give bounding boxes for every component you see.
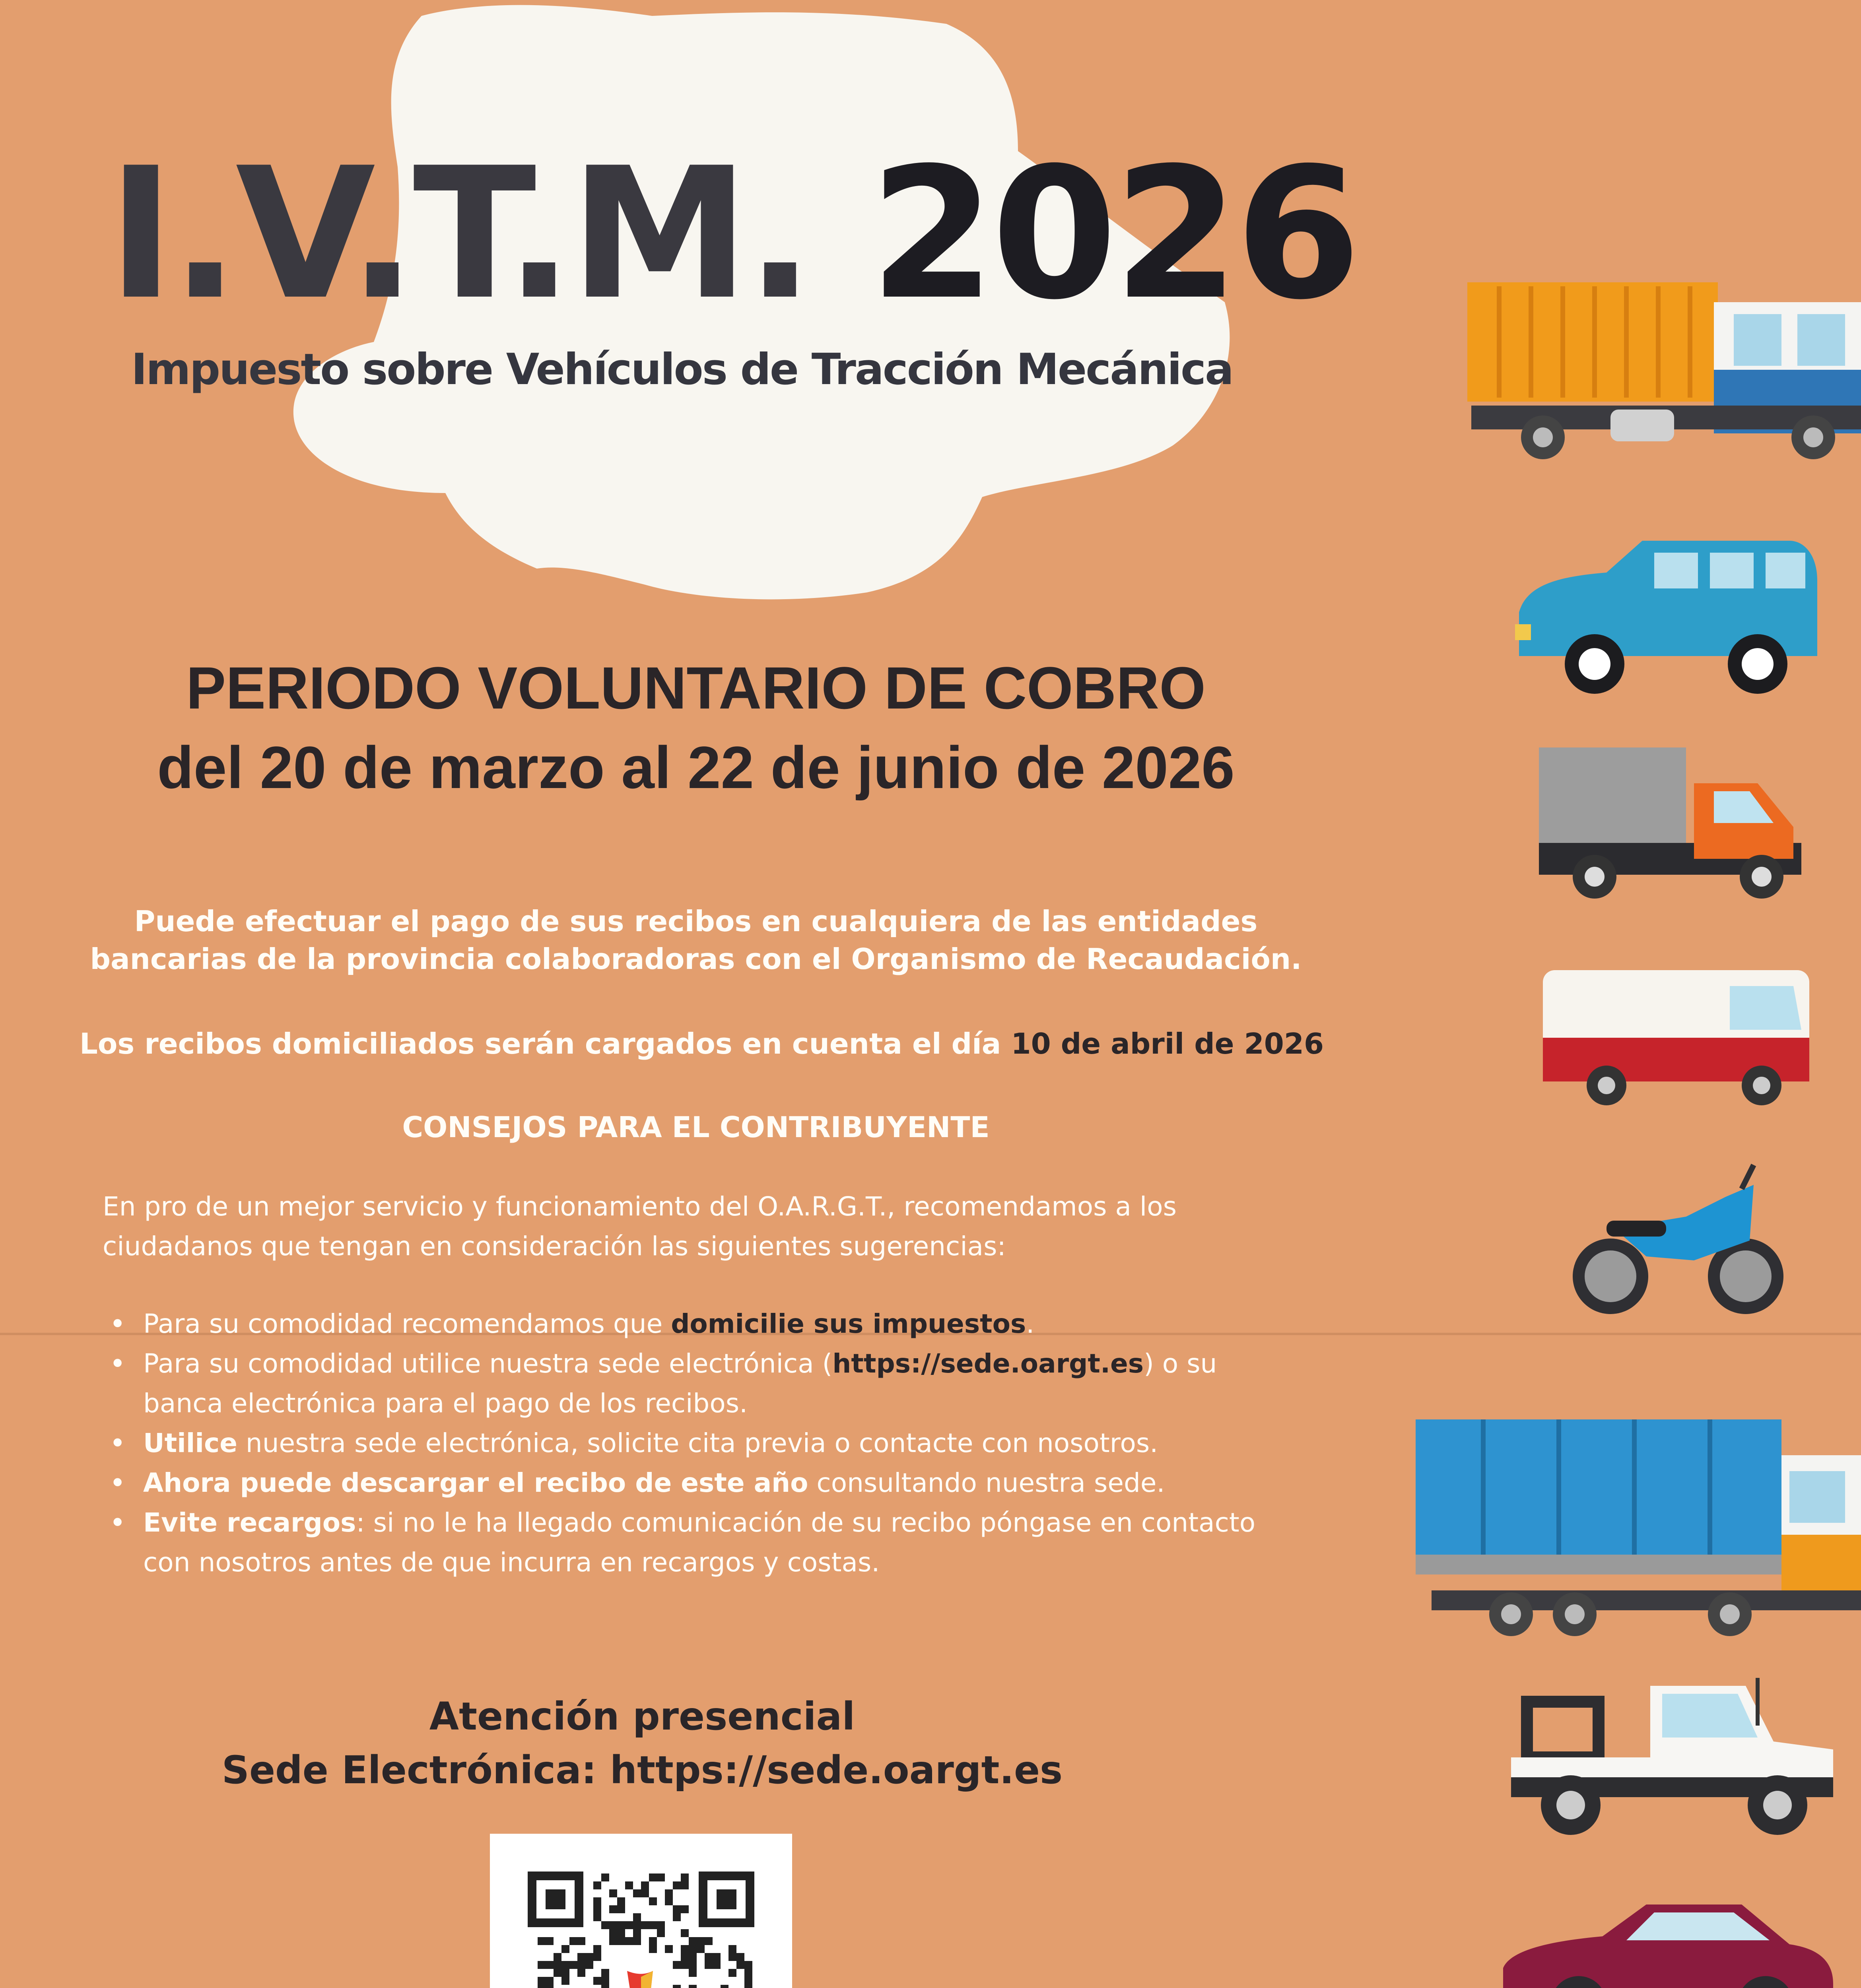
page-title <box>107 129 1357 340</box>
list-item: • Ahora puede descargar el recibo de este año consultando nuestra sede. <box>109 1463 1282 1503</box>
tip-emphasis: Utilice <box>143 1428 237 1458</box>
qr-code[interactable] <box>490 1834 792 1988</box>
tip-emphasis: Ahora puede descargar el recibo de este año <box>143 1468 808 1498</box>
list-item: • Para su comodidad recomendamos que domicilie sus impuestos. <box>109 1304 1282 1344</box>
period-heading: PERIODO VOLUNTARIO DE COBRO <box>186 654 1206 721</box>
qr-code-icon <box>490 1834 792 1988</box>
direct-debit-date: 10 de abril de 2026 <box>1011 1027 1324 1060</box>
in-person-title: Atención presencial <box>429 1694 855 1739</box>
in-person-attention <box>119 1690 1165 1797</box>
box-truck-icon <box>1535 740 1813 911</box>
direct-debit-note <box>80 1022 1324 1066</box>
sedan-car-icon <box>1495 1897 1837 1988</box>
title-year: 2026 <box>869 129 1357 340</box>
website-url[interactable]: Sede Electrónica: https://sede.oargt.es <box>221 1748 1063 1792</box>
page-subtitle: Impuesto sobre Vehículos de Tracción Mecánica <box>131 345 1233 394</box>
list-item: • Para su comodidad utilice nuestra sede electrónica (https://sede.oargt.es) o su banca electrónica para el pago de los recibos. <box>109 1344 1282 1423</box>
payment-info-line: Puede efectuar el pago de sus recibos en cualquiera de las entidades <box>134 905 1258 938</box>
title-acronym: I.V.T.M. <box>107 129 811 340</box>
list-item: • Evite recargos: si no le ha llegado comunicación de su recibo póngase en contacto con nosotros antes de que incurra en recargos y costas. <box>109 1503 1282 1582</box>
motorcycle-icon <box>1567 1161 1789 1320</box>
list-item: • Utilice nuestra sede electrónica, solicite cita previa o contacte con nosotros. <box>109 1423 1282 1463</box>
covered-truck-icon <box>1412 1415 1861 1646</box>
tips-intro: En pro de un mejor servicio y funcionamiento del O.A.R.G.T., recomendamos a los ciudadanos que tengan en consideración las siguientes sugerencias: <box>103 1191 1177 1262</box>
dump-truck-icon <box>1455 270 1861 469</box>
website-link[interactable]: https://sede.oargt.es <box>832 1348 1144 1379</box>
payment-info-line: bancarias de la provincia colaboradoras con el Organismo de Recaudación. <box>90 942 1302 976</box>
pickup-jeep-icon <box>1503 1678 1861 1853</box>
van-icon <box>1539 962 1817 1113</box>
tip-emphasis: Evite recargos <box>143 1507 356 1538</box>
minivan-icon <box>1511 533 1821 708</box>
period-dates: del 20 de marzo al 22 de junio de 2026 <box>157 734 1235 801</box>
direct-debit-text: Los recibos domiciliados serán cargados en cuenta el día <box>80 1027 1011 1060</box>
payment-info <box>80 903 1312 978</box>
tip-emphasis: domicilie sus impuestos <box>671 1309 1026 1339</box>
tips-title: CONSEJOS PARA EL CONTRIBUYENTE <box>402 1110 990 1144</box>
tips-list <box>109 1304 1282 1582</box>
